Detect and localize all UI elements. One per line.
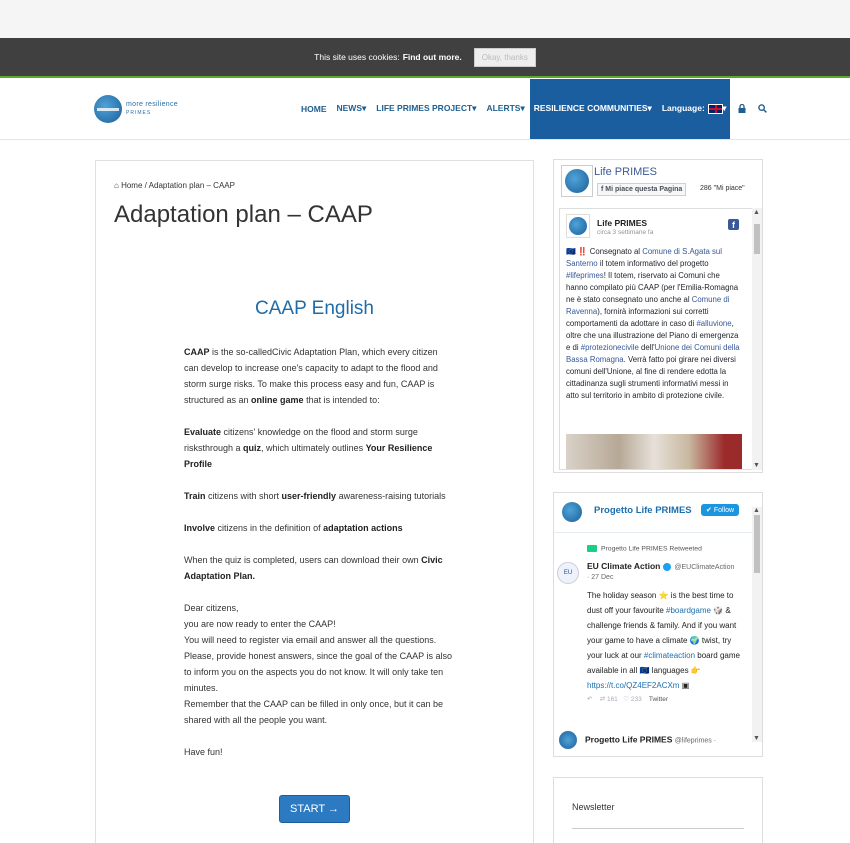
facebook-logo-icon: f: [728, 219, 739, 230]
cookie-message: This site uses cookies:: [314, 52, 400, 62]
facebook-page-name[interactable]: Life PRIMES: [594, 166, 657, 178]
caret-down-icon: ▾: [362, 103, 367, 113]
retweet-label: Progetto Life PRIMES Retweeted: [587, 545, 702, 552]
twitter-scrollbar[interactable]: [752, 507, 762, 742]
like-icon[interactable]: ♡: [623, 696, 630, 703]
twitter-follow-button[interactable]: ✔ Follow: [701, 504, 739, 516]
facebook-like-button[interactable]: f Mi piace questa Pagina: [597, 183, 686, 196]
facebook-icon: f: [601, 186, 604, 193]
page-avatar[interactable]: [561, 165, 593, 197]
caret-down-icon: ▾: [520, 103, 525, 113]
nav-highlight-block: [530, 79, 731, 139]
train-paragraph: Train citizens with short user-friendly awareness-raising tutorials: [184, 491, 446, 501]
twitter-header: [554, 493, 762, 533]
tweet-actions: ↶ ⇄ 161 ♡ 233 Twitter: [587, 696, 668, 703]
lock-icon[interactable]: [734, 104, 750, 113]
nav-language[interactable]: Language: ▾: [661, 103, 727, 113]
breadcrumb: [114, 181, 235, 190]
twitter-account-name[interactable]: Progetto Life PRIMES: [594, 505, 692, 516]
reply-icon[interactable]: ↶: [587, 696, 593, 703]
nav-life-primes-project[interactable]: LIFE PRIMES PROJECT▾: [376, 103, 477, 113]
involve-paragraph: Involve citizens in the definition of adaptation actions: [184, 523, 403, 533]
breadcrumb-separator: /: [144, 181, 147, 190]
next-tweet-avatar: [559, 731, 577, 749]
have-fun-text: Have fun!: [184, 747, 223, 757]
post-avatar[interactable]: [566, 214, 590, 238]
nav-alerts[interactable]: ALERTS▾: [486, 103, 525, 113]
caret-down-icon: ▾: [472, 103, 477, 113]
cookie-more-link[interactable]: Find out more.: [402, 52, 462, 62]
logo-text: more resilience: [126, 101, 178, 108]
tweet-date[interactable]: · 27 Dec: [587, 574, 614, 581]
evaluate-paragraph: Evaluate citizens' knowledge on the flood and storm surge risksthrough a quiz, which ultimately outlines Your Resilience Profile: [184, 427, 433, 469]
tweet-author[interactable]: EU Climate Action @EUClimateAction: [587, 561, 735, 571]
tweet-text: The holiday season ⭐ is the best time to dust off your favourite #boardgame 🎲 & challenge friends & family. And if you want your game to have a climate 🌍 twist, try your luck at our #climateaction board game available in all 🇪🇺 languages 👉 https://t.co/QZ4EF2ACXm ▣: [587, 591, 740, 690]
scroll-up-icon[interactable]: ▲: [753, 209, 760, 216]
nav-home[interactable]: HOME: [301, 103, 327, 114]
facebook-like-count: 286 "Mi piace": [700, 185, 745, 192]
home-icon: ⌂: [114, 181, 119, 190]
nav-resilience-communities[interactable]: RESILIENCE COMMUNITIES▾: [533, 103, 652, 113]
facebook-header: [554, 160, 762, 202]
top-strip: [0, 0, 850, 38]
nav-news[interactable]: NEWS▾: [336, 103, 367, 113]
cookie-ok-button[interactable]: Okay, thanks: [474, 48, 536, 67]
scroll-thumb[interactable]: [754, 515, 760, 573]
scroll-up-icon[interactable]: ▲: [753, 507, 760, 514]
uk-flag-icon: [709, 105, 722, 113]
download-paragraph: When the quiz is completed, users can download their own Civic Adaptation Plan.: [184, 555, 443, 581]
scroll-down-icon[interactable]: ▼: [753, 462, 760, 469]
search-icon[interactable]: [754, 104, 770, 113]
start-button[interactable]: START →: [279, 795, 350, 823]
newsletter-title: Newsletter: [572, 802, 615, 812]
post-text: 🇪🇺 ‼️ Consegnato al Comune di S.Agata sul Santerno il totem informativo del progetto #lifeprimes! Il totem, riservato ai Comuni che hanno compilato più CAAP (per l'Emilia-Romagna ne è stato consegnato uno anche al Comune di Ravenna), fornirà informazioni sui corretti comportamenti da adottare in caso di #alluvione, oltre che una illustrazione del Piano di emergenza e di #protezionecivile dell'Unione dei Comuni della Bassa Romagna. Verrà fatto poi girare nei diversi comuni dell'Unione, al fine di rendere edotta la cittadinanza sugli strumenti informativi messi in atto sul territorio in ambito di protezione civile.: [566, 247, 740, 400]
twitter-bird-icon: ✔: [706, 507, 712, 514]
newsletter-widget: [553, 777, 763, 843]
page-title: Adaptation plan – CAAP: [114, 201, 373, 228]
twitter-avatar[interactable]: [561, 499, 583, 525]
breadcrumb-current: Adaptation plan – CAAP: [148, 181, 235, 190]
retweet-action-icon[interactable]: ⇄: [599, 696, 606, 703]
post-date[interactable]: circa 3 settimane fa: [597, 229, 654, 236]
content-body: [184, 344, 454, 776]
instructions-paragraph: Dear citizens, you are now ready to enter the CAAP! You will need to register via email and answer all the questions. Please, provide honest answers, since the goal of the CAAP is also to inform you on the aspects you do not know. It will only take ten minutes. Remember that the CAAP can be filled in only once, but it can be shared with all the people you want.: [184, 603, 452, 725]
facebook-post: [559, 208, 756, 470]
cookie-bar: [0, 38, 850, 76]
newsletter-input-line[interactable]: [572, 828, 744, 829]
facebook-widget: [553, 159, 763, 473]
post-photo[interactable]: [566, 434, 742, 470]
intro-paragraph: CAAP is the so-calledCivic Adaptation Plan, which every citizen can develop to increase one's capacity to adapt to the flood and storm surge risks. To make this process easy and fun, CAAP is structured as an online game that is intended to:: [184, 347, 438, 405]
post-author[interactable]: Life PRIMES: [597, 218, 648, 228]
tweet-avatar[interactable]: EU: [557, 562, 579, 584]
scroll-thumb[interactable]: [754, 224, 760, 254]
breadcrumb-home-link[interactable]: Home: [121, 181, 143, 190]
main-menu: [296, 78, 770, 139]
main-content-card: [95, 160, 534, 843]
twitter-widget: [553, 492, 763, 757]
retweet-icon: [587, 545, 597, 552]
facebook-scrollbar[interactable]: [752, 208, 762, 470]
logo-globe-icon: [94, 95, 122, 123]
next-tweet-author[interactable]: Progetto Life PRIMES @lifeprimes ·: [559, 731, 716, 749]
image-icon: ▣: [681, 681, 690, 690]
header-navbar: [0, 78, 850, 140]
site-logo[interactable]: [94, 95, 178, 123]
content-title: CAAP English: [255, 298, 374, 319]
logo-subtext: PRIMES: [126, 110, 152, 116]
verified-icon: [663, 563, 671, 571]
tweet-source[interactable]: Twitter: [648, 696, 668, 703]
scroll-down-icon[interactable]: ▼: [753, 735, 760, 742]
